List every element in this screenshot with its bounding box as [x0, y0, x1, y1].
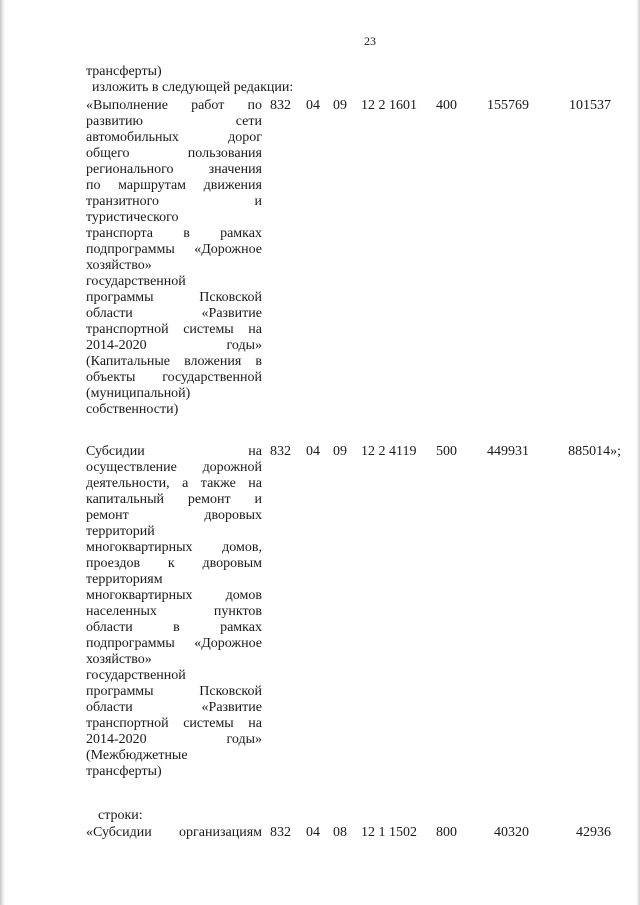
description-word: области	[86, 700, 133, 715]
description-line	[86, 146, 262, 162]
description-line	[86, 402, 262, 418]
description-word: ремонт	[86, 508, 129, 523]
description-word: транспортной	[86, 716, 169, 731]
description-line	[86, 338, 262, 354]
description-line	[86, 700, 262, 716]
description-word: государственной	[86, 274, 186, 289]
row-3-expense-type: 800	[436, 825, 457, 840]
description-word: также	[200, 476, 236, 491]
description-word: автомобильных	[86, 130, 179, 145]
row-2-subsection: 09	[333, 444, 347, 459]
description-word: общего	[86, 146, 130, 161]
description-word: Субсидии	[86, 444, 145, 459]
row-1-target-article: 12 2 1601	[361, 98, 417, 113]
description-word: регионального	[86, 162, 174, 177]
description-word: транзитного	[86, 194, 160, 209]
description-word: капитальный	[86, 492, 164, 507]
strings-label: строки:	[98, 808, 143, 823]
description-word: рамках	[220, 620, 262, 635]
description-word: движения	[203, 178, 262, 193]
description-line	[86, 604, 262, 620]
description-line	[86, 748, 262, 764]
intro-line-2: изложить в следующей редакции:	[92, 80, 294, 95]
description-word: дворовым	[202, 556, 262, 571]
description-word: программы	[86, 684, 154, 699]
description-word: (Капитальные	[86, 354, 170, 369]
description-word: и	[254, 492, 262, 507]
description-line	[86, 524, 262, 540]
description-line	[86, 322, 262, 338]
description-word: в	[255, 354, 262, 369]
row-2-expense-type: 500	[436, 444, 457, 459]
description-line	[86, 556, 262, 572]
description-line	[86, 242, 262, 258]
description-word: транспортной	[86, 322, 169, 337]
description-word: многоквартирных	[86, 540, 193, 555]
page-number: 23	[364, 34, 376, 48]
description-line	[86, 98, 262, 114]
description-line	[86, 194, 262, 210]
description-line	[86, 540, 262, 556]
description-word: дорожной	[202, 460, 262, 475]
description-word: объекты	[86, 370, 136, 385]
row-2-amount-2: 885014»;	[568, 444, 621, 459]
row-2-description	[86, 444, 262, 780]
description-word: а	[182, 476, 189, 491]
description-word: и	[254, 194, 262, 209]
description-word: государственной	[86, 668, 186, 683]
description-word: домов	[225, 588, 262, 603]
description-word: проездов	[86, 556, 141, 571]
row-2-section: 04	[306, 444, 320, 459]
description-word: на	[248, 476, 262, 491]
row-2-ministry: 832	[270, 444, 291, 459]
description-word: «Выполнение	[86, 98, 168, 113]
description-word: пунктов	[213, 604, 262, 619]
description-line	[86, 290, 262, 306]
description-word: государственной	[162, 370, 262, 385]
description-word: подпрограммы	[86, 636, 175, 651]
description-word: на	[248, 444, 262, 459]
description-line	[86, 178, 262, 194]
row-1-subsection: 09	[333, 98, 347, 113]
description-word: подпрограммы	[86, 242, 175, 257]
description-line	[86, 652, 262, 668]
description-word: области	[86, 306, 133, 321]
description-line	[86, 492, 262, 508]
row-3-subsection: 08	[333, 825, 347, 840]
description-line	[86, 716, 262, 732]
description-word: на	[248, 322, 262, 337]
description-word: пользования	[187, 146, 262, 161]
row-1-section: 04	[306, 98, 320, 113]
row-1-ministry: 832	[270, 98, 291, 113]
description-line	[86, 732, 262, 748]
description-word: годы»	[226, 732, 262, 747]
row-2-target-article: 12 2 4119	[361, 444, 417, 459]
row-1-expense-type: 400	[436, 98, 457, 113]
description-word: 2014-2020	[86, 732, 147, 747]
description-word: Псковской	[199, 290, 262, 305]
row-3-description-line	[86, 825, 262, 841]
description-word: многоквартирных	[86, 588, 193, 603]
description-word: «Развитие	[201, 306, 262, 321]
description-word: программы	[86, 290, 154, 305]
row-3-ministry: 832	[270, 825, 291, 840]
row-3-section: 04	[306, 825, 320, 840]
description-word: системы	[183, 322, 234, 337]
description-word: домов,	[222, 540, 262, 555]
description-word: рамках	[220, 226, 262, 241]
description-line	[86, 130, 262, 146]
description-line	[86, 636, 262, 652]
description-word: туристического	[86, 210, 179, 225]
description-line	[86, 508, 262, 524]
description-line	[86, 274, 262, 290]
description-word: территориям	[86, 572, 163, 587]
description-word: Псковской	[199, 684, 262, 699]
description-line	[86, 354, 262, 370]
description-word: дорог	[228, 130, 262, 145]
description-line	[86, 162, 262, 178]
row-3-amount-2: 42936	[576, 825, 611, 840]
description-line	[86, 306, 262, 322]
description-word: к	[167, 556, 175, 571]
description-line	[86, 460, 262, 476]
description-line	[86, 476, 262, 492]
description-line	[86, 258, 262, 274]
description-word: хозяйство»	[86, 652, 152, 667]
description-word: трансферты)	[86, 764, 162, 779]
description-line	[86, 668, 262, 684]
row-3-word: «Субсидии	[86, 825, 152, 840]
row-1-amount-2: 101537	[569, 98, 611, 113]
description-word: транспорта	[86, 226, 154, 241]
description-line	[86, 386, 262, 402]
row-3-word: организациям	[179, 825, 262, 840]
description-word: хозяйство»	[86, 258, 152, 273]
description-word: в	[183, 226, 190, 241]
row-3-description	[86, 825, 262, 841]
description-line	[86, 620, 262, 636]
description-word: маршрутам	[118, 178, 187, 193]
description-word: «Дорожное	[194, 636, 262, 651]
description-line	[86, 764, 262, 780]
description-line	[86, 226, 262, 242]
scan-edge-right	[636, 0, 640, 905]
description-word: (Межбюджетные	[86, 748, 188, 763]
row-3-amount-1: 40320	[494, 825, 529, 840]
description-word: 2014-2020	[86, 338, 147, 353]
description-line	[86, 370, 262, 386]
description-word: ремонт	[187, 492, 231, 507]
row-1-description	[86, 98, 262, 418]
description-line	[86, 444, 262, 460]
description-word: по	[247, 98, 262, 113]
description-word: области	[86, 620, 133, 635]
description-word: «Развитие	[201, 700, 262, 715]
description-word: вложения	[184, 354, 242, 369]
row-2-amount-1: 449931	[487, 444, 529, 459]
intro-line-1: трансферты)	[86, 64, 162, 79]
description-word: дворовых	[204, 508, 262, 523]
description-line	[86, 210, 262, 226]
description-word: сети	[235, 114, 262, 129]
description-word: годы»	[226, 338, 262, 353]
description-word: развитию	[86, 114, 143, 129]
description-word: собственности)	[86, 402, 179, 417]
description-word: (муниципальной)	[86, 386, 191, 401]
description-word: населенных	[86, 604, 157, 619]
row-1-amount-1: 155769	[487, 98, 529, 113]
description-word: деятельности,	[86, 476, 170, 491]
description-word: на	[248, 716, 262, 731]
description-word: значения	[208, 162, 262, 177]
scan-edge-left	[0, 0, 5, 905]
description-word: «Дорожное	[194, 242, 262, 257]
row-3-target-article: 12 1 1502	[361, 825, 417, 840]
description-word: системы	[183, 716, 234, 731]
description-line	[86, 684, 262, 700]
description-word: осуществление	[86, 460, 177, 475]
description-line	[86, 114, 262, 130]
description-word: работ	[191, 98, 225, 113]
description-word: территорий	[86, 524, 155, 539]
description-word: по	[86, 178, 101, 193]
description-line	[86, 588, 262, 604]
description-line	[86, 572, 262, 588]
description-word: в	[173, 620, 180, 635]
